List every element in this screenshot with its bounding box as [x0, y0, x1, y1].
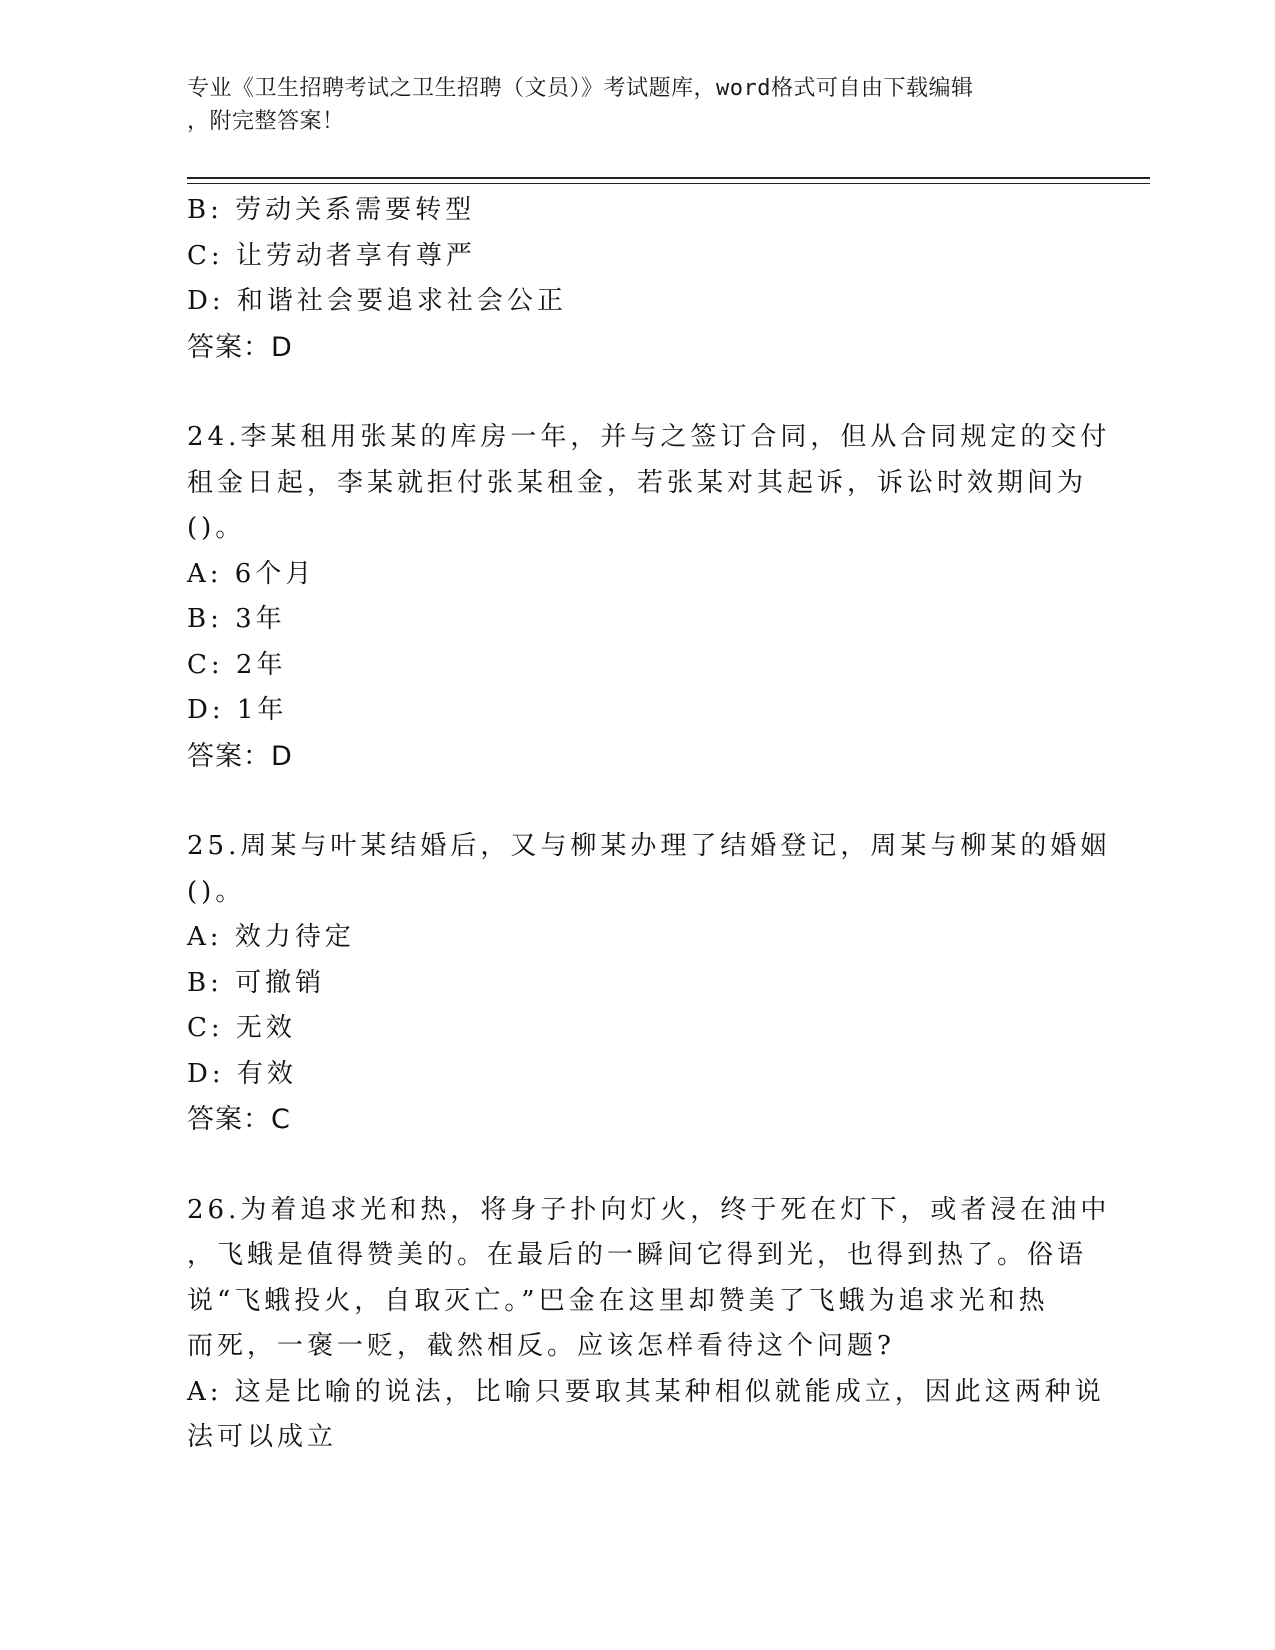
question-stem-line: 而死，一褒一贬，截然相反。应该怎样看待这个问题?: [187, 1331, 895, 1361]
question-stem-line: ()。: [187, 513, 246, 543]
option-a: A: 6个月: [187, 558, 316, 589]
option-b: B: 劳动关系需要转型: [187, 195, 476, 225]
option-d: D: 和谐社会要追求社会公正: [187, 286, 567, 316]
question-stem-line: 24.李某租用张某的库房一年，并与之签订合同，但从合同规定的交付: [187, 422, 1111, 452]
question-stem-line: 25.周某与叶某结婚后，又与柳某办理了结婚登记，周某与柳某的婚姻: [187, 831, 1111, 861]
option-b: B: 可撤销: [187, 967, 326, 998]
header-line-1: 专业《卫生招聘考试之卫生招聘（文员）》考试题库，word格式可自由下载编辑: [187, 76, 974, 101]
option-a: A: 效力待定: [187, 922, 355, 952]
question-23-block: [187, 188, 1087, 370]
option-b: B: 3年: [187, 604, 286, 634]
option-a-line: 法可以成立: [187, 1422, 338, 1452]
answer-line: 答案：C: [187, 1104, 291, 1135]
question-stem-line: ，飞蛾是值得赞美的。在最后的一瞬间它得到光，也得到热了。俗语: [187, 1240, 1088, 1270]
question-25-block: [187, 824, 1111, 1143]
spacer: [187, 779, 1087, 824]
option-c: C: 让劳动者享有尊严: [187, 240, 476, 271]
question-stem-line: 租金日起，李某就拒付张某租金，若张某对其起诉，诉讼时效期间为: [187, 467, 1088, 498]
header-line-2: ，附完整答案！: [187, 109, 345, 134]
question-stem-line: 26.为着追求光和热，将身子扑向灯火，终于死在灯下，或者浸在油中: [187, 1194, 1111, 1225]
spacer: [187, 1143, 1087, 1188]
option-a-line: A: 这是比喻的说法，比喻只要取其某种相似就能成立，因此这两种说: [187, 1376, 1105, 1407]
answer-line: 答案：D: [187, 740, 293, 772]
option-c: C: 2年: [187, 649, 287, 680]
header-divider-thick: [187, 177, 1150, 179]
question-26-block: [187, 1188, 1111, 1461]
document-header: [187, 72, 1067, 138]
option-d: D: 有效: [187, 1058, 297, 1089]
question-24-block: [187, 415, 1111, 779]
question-stem-line: 说“飞蛾投火，自取灭亡。”巴金在这里却赞美了飞蛾为追求光和热: [187, 1285, 1049, 1316]
option-c: C: 无效: [187, 1013, 296, 1043]
header-divider-thin: [187, 183, 1150, 184]
answer-line: 答案：D: [187, 331, 293, 363]
question-stem-line: ()。: [187, 876, 246, 907]
spacer: [187, 370, 1087, 415]
option-d: D: 1年: [187, 695, 288, 725]
exam-content: [187, 188, 1111, 1461]
